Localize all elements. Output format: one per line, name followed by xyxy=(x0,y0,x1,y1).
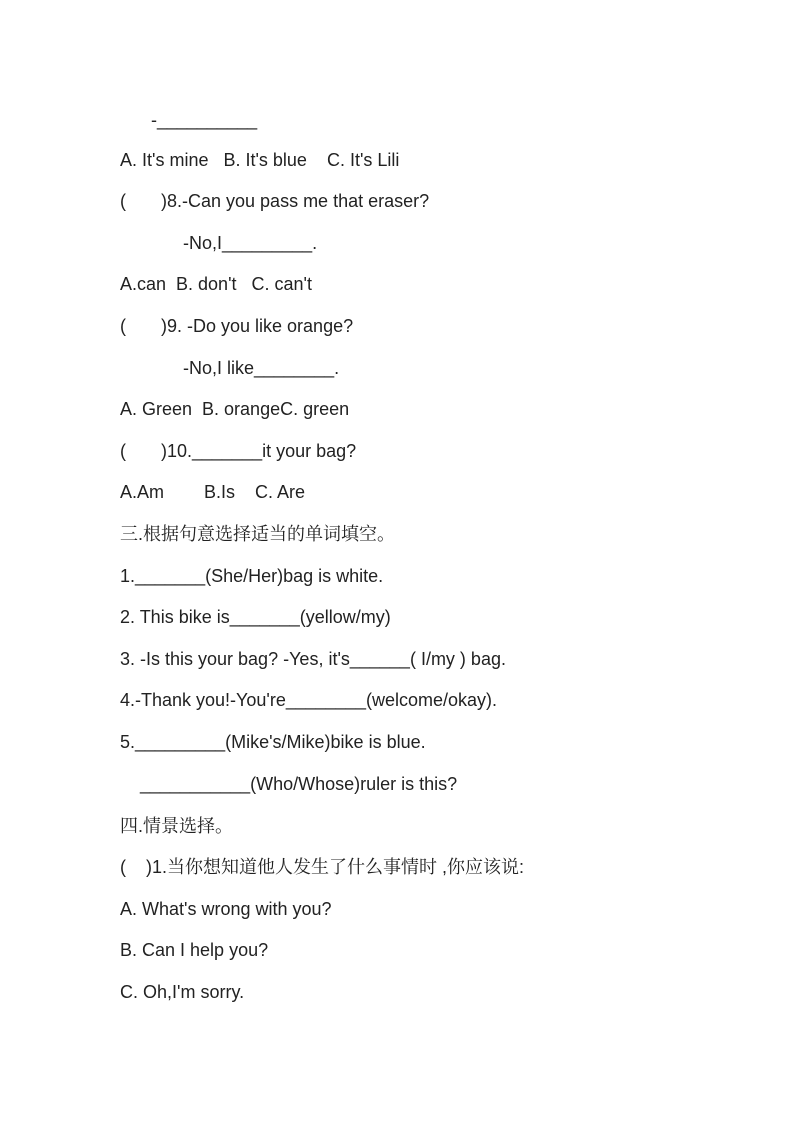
q8-options: A.can B. don't C. can't xyxy=(120,274,312,294)
q10-question: ( )10._______it your bag? xyxy=(120,441,357,461)
q9-question: ( )9. -Do you like orange? xyxy=(120,316,354,336)
answer-blank-line: -__________ xyxy=(151,110,258,130)
q7-options: A. It's mine B. It's blue C. It's Lili xyxy=(120,150,400,170)
q8-question: ( )8.-Can you pass me that eraser? xyxy=(120,191,430,211)
s3-item-4: 4.-Thank you!-You're________(welcome/okay). xyxy=(120,690,497,710)
s4-q1-question: ( )1.当你想知道他人发生了什么事情时 ,你应该说: xyxy=(120,857,525,877)
s3-item-5: 5._________(Mike's/Mike)bike is blue. xyxy=(120,732,426,752)
q9-options: A. Green B. orangeC. green xyxy=(120,399,350,419)
s3-item-6: ___________(Who/Whose)ruler is this? xyxy=(140,774,458,794)
q8-response: -No,I_________. xyxy=(183,233,318,253)
section-3-heading: 三.根据句意选择适当的单词填空。 xyxy=(120,524,395,544)
section-4-heading: 四.情景选择。 xyxy=(120,816,234,836)
s4-q1-option-b: B. Can I help you? xyxy=(120,940,269,960)
s3-item-2: 2. This bike is_______(yellow/my) xyxy=(120,607,391,627)
s3-item-3: 3. -Is this your bag? -Yes, it's______( I/my ) bag. xyxy=(120,649,506,669)
q9-response: -No,I like________. xyxy=(183,358,340,378)
q10-options: A.Am B.Is C. Are xyxy=(120,482,306,502)
s4-q1-option-a: A. What's wrong with you? xyxy=(120,899,332,919)
s3-item-1: 1._______(She/Her)bag is white. xyxy=(120,566,384,586)
s4-q1-option-c: C. Oh,I'm sorry. xyxy=(120,982,245,1002)
